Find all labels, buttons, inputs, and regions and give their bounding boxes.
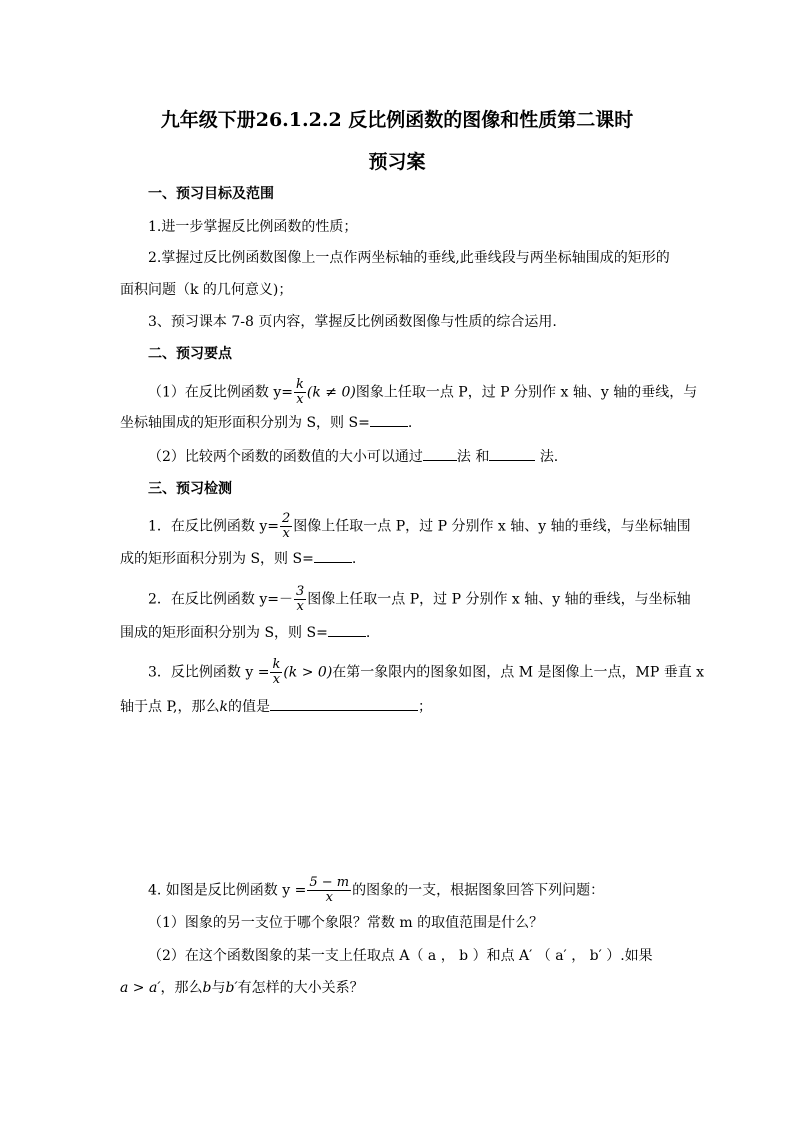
answer-blank[interactable] [328,622,366,637]
q4-b-prime-symbol: b′ [225,980,238,996]
section2-point1-line1 [148,378,708,407]
q1-end: . [351,551,357,567]
question1-line2 [120,548,680,569]
question4-line1 [148,876,708,905]
q2-end: . [365,625,371,641]
question3-line1 [148,658,708,687]
section1-item2-line1: 2.掌握过反比例函数图像上一点作两坐标轴的垂线,此垂线段与两坐标轴围成的矩形的 [148,250,670,266]
fraction-5-minus-m-over-x [307,876,351,905]
q2-suffix: 图像上任取一点 P，过 P 分别作 x 轴、y 轴的垂线，与坐标轴 [307,591,691,608]
q3-prefix: 3．反比例函数 y = [148,664,270,681]
fraction-k-over-x [294,378,306,407]
answer-blank[interactable] [423,446,457,461]
q2-line2-text: 围成的矩形面积分别为 S，则 S= [120,625,328,641]
question4-sub1: （1）图象的另一支位于哪个象限？常数 m 的取值范围是什么？ [148,915,544,931]
q3-end: ； [417,699,432,715]
point1-end: . [407,415,413,431]
point1-condition: (k ≠ 0) [306,384,356,401]
q1-line2-text: 成的矩形面积分别为 S，则 S= [120,551,314,567]
q4-sub2-with: 与 [211,980,226,996]
fraction-k-over-x [270,658,282,687]
section2-point2 [148,446,708,467]
question2-line1 [148,585,708,614]
q4-prefix: 4. 如图是反比例函数 y = [148,882,307,899]
point1-suffix: 图象上任取一点 P，过 P 分别作 x 轴、y 轴的垂线，与 [355,384,698,401]
fraction-numerator: 5 − m [309,875,350,890]
section1-heading: 一、预习目标及范围 [148,186,274,202]
q4-condition: a > a′ [120,980,161,996]
q2-prefix: 2．在反比例函数 y=－ [148,591,293,608]
point2-end: 法. [539,449,559,465]
fraction-denominator: x [294,392,306,407]
fraction-denominator: x [270,672,282,687]
q3-suffix: 在第一象限内的图象如图，点 M 是图像上一点，MP 垂直 x [332,664,705,681]
q1-suffix: 图像上任取一点 P，过 P 分别作 x 轴、y 轴的垂线，与坐标轴围 [293,518,691,535]
point2-mid: 法 和 [456,449,490,465]
fraction-denominator: x [307,890,351,905]
q3-condition: (k > 0) [283,664,333,681]
question3-line2 [120,696,680,717]
q4-sub2-mid: ，那么 [160,980,203,996]
answer-blank[interactable] [489,446,535,461]
q3-line2b: 的值是 [227,699,270,715]
section2-point1-line2 [120,412,680,433]
page-subtitle: 预习案 [368,151,426,173]
q3-k-symbol: k [219,699,228,715]
answer-blank[interactable] [370,412,408,427]
point1-prefix: （1）在反比例函数 y= [148,384,293,401]
answer-blank[interactable] [314,548,352,563]
point1-line2-text: 坐标轴围成的矩形面积分别为 S，则 S= [120,415,370,431]
question4-sub2-line1: （2）在这个函数图象的某一支上任取点 A（ a ， b ）和点 A′ （ a′ ， b′ ）.如果 [148,948,653,964]
page-title: 九年级下册26.1.2.2 反比例函数的图像和性质第二课时 [160,109,634,131]
q3-line2a: 轴于点 P,，那么 [120,699,220,715]
fraction-numerator: 2 [282,511,291,526]
q4-suffix: 的图象的一支，根据图象回答下列问题： [352,882,605,899]
section3-heading: 三、预习检测 [148,481,232,497]
answer-blank[interactable] [270,696,418,711]
fraction-2-over-x [280,512,292,541]
fraction-denominator: x [294,599,306,614]
fraction-numerator: 3 [296,584,305,599]
fraction-denominator: x [280,526,292,541]
q4-b-symbol: b [202,980,212,996]
section1-item1: 1.进一步掌握反比例函数的性质； [148,219,358,235]
question1-line1 [148,512,708,541]
section1-item3: 3、预习课本 7-8 页内容，掌握反比例函数图像与性质的综合运用. [148,314,557,330]
q1-prefix: 1．在反比例函数 y= [148,518,279,535]
section1-item2-line2: 面积问题（k 的几何意义)； [120,282,293,298]
q4-sub2-end: 有怎样的大小关系？ [237,980,364,996]
fraction-3-over-x [294,585,306,614]
question2-line2 [120,622,680,643]
fraction-numerator: k [272,657,281,672]
point2-prefix: （2）比较两个函数的函数值的大小可以通过 [148,449,423,465]
fraction-numerator: k [296,377,304,392]
question4-sub2-line2 [120,978,680,998]
section2-heading: 二、预习要点 [148,346,232,362]
